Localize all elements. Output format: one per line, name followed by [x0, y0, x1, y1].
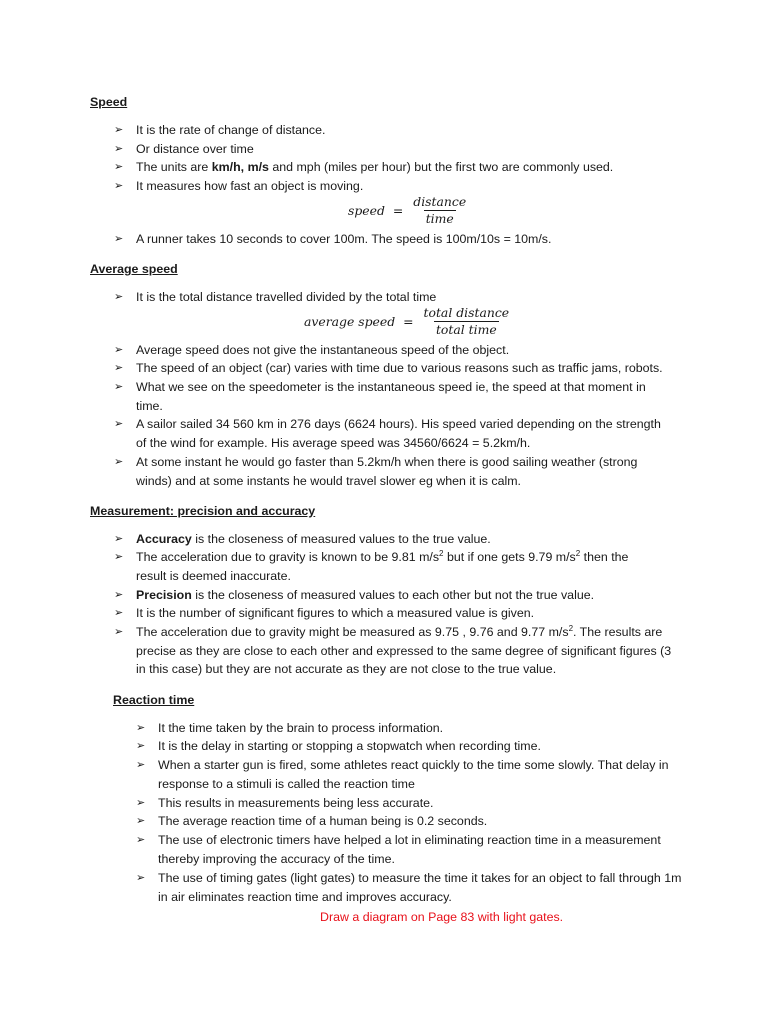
- list-item: ➢ The units are km/h, m/s and mph (miles per hour) but the first two are commonly used.: [136, 158, 696, 177]
- diagram-note: Draw a diagram on Page 83 with light gates.: [320, 910, 564, 924]
- arrow-bullet-icon: ➢: [114, 344, 124, 356]
- arrow-bullet-icon: ➢: [136, 722, 146, 734]
- fraction: $\frac{\text{total distance}}{\text{total time}}$: [423, 305, 510, 337]
- arrow-bullet-icon: ➢: [114, 607, 124, 619]
- section-heading-reaction-time: Reaction time: [113, 693, 195, 707]
- arrow-bullet-icon: ➢: [136, 872, 146, 884]
- section-heading-speed: Speed: [90, 95, 128, 109]
- section-heading-average-speed: Average speed: [90, 262, 178, 276]
- arrow-bullet-icon: ➢: [114, 551, 124, 563]
- list-item: ➢ It is the number of significant figures to which a measured value is given.: [136, 604, 696, 623]
- arrow-bullet-icon: ➢: [114, 161, 124, 173]
- arrow-bullet-icon: ➢: [114, 233, 124, 245]
- average-speed-formula: average speed = $\frac{\text{total distance}}{\text{total time}}$: [304, 305, 510, 337]
- arrow-bullet-icon: ➢: [136, 815, 146, 827]
- list-item: ➢ When a starter gun is fired, some athletes react quickly to the time some slowly. That delay in response to a stimuli is called the reaction time: [136, 758, 669, 791]
- arrow-bullet-icon: ➢: [114, 381, 124, 393]
- list-item: ➢ It is the delay in starting or stopping a stopwatch when recording time.: [158, 737, 698, 756]
- list-item: ➢ The average reaction time of a human being is 0.2 seconds.: [158, 812, 698, 831]
- arrow-bullet-icon: ➢: [114, 589, 124, 601]
- list-item: ➢ A runner takes 10 seconds to cover 100m. The speed is 100m/10s = 10m/s.: [136, 230, 696, 249]
- speed-formula: speed = $\frac{\text{distance}}{\text{time}}$: [348, 194, 467, 226]
- list-item: ➢ The use of electronic timers have helped a lot in eliminating reaction time in a measurement thereby improving the accuracy of the time.: [136, 833, 661, 866]
- list-item: ➢ It is the total distance travelled divided by the total time: [136, 288, 696, 307]
- arrow-bullet-icon: ➢: [114, 626, 124, 638]
- arrow-bullet-icon: ➢: [136, 797, 146, 809]
- list-item: ➢ The use of timing gates (light gates) to measure the time it takes for an object to fall through 1m in air eliminates reaction time and improves accuracy.: [136, 871, 682, 904]
- list-item: ➢ It the time taken by the brain to process information.: [158, 719, 698, 738]
- list-item: ➢ A sailor sailed 34 560 km in 276 days (6624 hours). His speed varied depending on the strength of the wind for example. His average speed was 34560/6624 = 5.2km/h.: [114, 417, 661, 450]
- arrow-bullet-icon: ➢: [114, 362, 124, 374]
- arrow-bullet-icon: ➢: [136, 740, 146, 752]
- arrow-bullet-icon: ➢: [114, 180, 124, 192]
- arrow-bullet-icon: ➢: [114, 418, 124, 430]
- list-item: ➢ The speed of an object (car) varies with time due to various reasons such as traffic jams, robots.: [136, 359, 696, 378]
- list-item: ➢ Average speed does not give the instantaneous speed of the object.: [136, 341, 696, 360]
- list-item: ➢ Precision is the closeness of measured values to each other but not the true value.: [136, 586, 696, 605]
- list-item: ➢ This results in measurements being less accurate.: [158, 794, 698, 813]
- arrow-bullet-icon: ➢: [136, 759, 146, 771]
- arrow-bullet-icon: ➢: [114, 124, 124, 136]
- arrow-bullet-icon: ➢: [114, 291, 124, 303]
- list-item: ➢ What we see on the speedometer is the instantaneous speed ie, the speed at that moment in time.: [114, 380, 646, 413]
- list-item: ➢ It is the rate of change of distance.: [136, 121, 696, 140]
- fraction: $\frac{\text{distance}}{\text{time}}$: [413, 194, 467, 226]
- list-item: ➢ Accuracy is the closeness of measured values to the true value.: [136, 530, 696, 549]
- list-item: ➢ Or distance over time: [136, 140, 696, 159]
- arrow-bullet-icon: ➢: [114, 533, 124, 545]
- arrow-bullet-icon: ➢: [114, 456, 124, 468]
- list-item: ➢ It measures how fast an object is moving.: [136, 177, 696, 196]
- arrow-bullet-icon: ➢: [136, 834, 146, 846]
- section-heading-measurement: Measurement: precision and accuracy: [90, 504, 316, 518]
- list-item: ➢ The acceleration due to gravity might be measured as 9.75 , 9.76 and 9.77 $m/s^2$. The results are precise as they are close to each other and expressed to the same degree of significant figures (3 in this case) but they are not accurate as they are not close to the true value.: [114, 624, 672, 677]
- arrow-bullet-icon: ➢: [114, 143, 124, 155]
- list-item: ➢ The acceleration due to gravity is known to be 9.81 $m/s^2$ but if one gets 9.79 $m/s^2$ then the result is deemed inaccurate.: [114, 549, 629, 583]
- list-item: ➢ At some instant he would go faster than 5.2km/h when there is good sailing weather (strong winds) and at some instants he would travel slower eg when it is calm.: [114, 455, 638, 488]
